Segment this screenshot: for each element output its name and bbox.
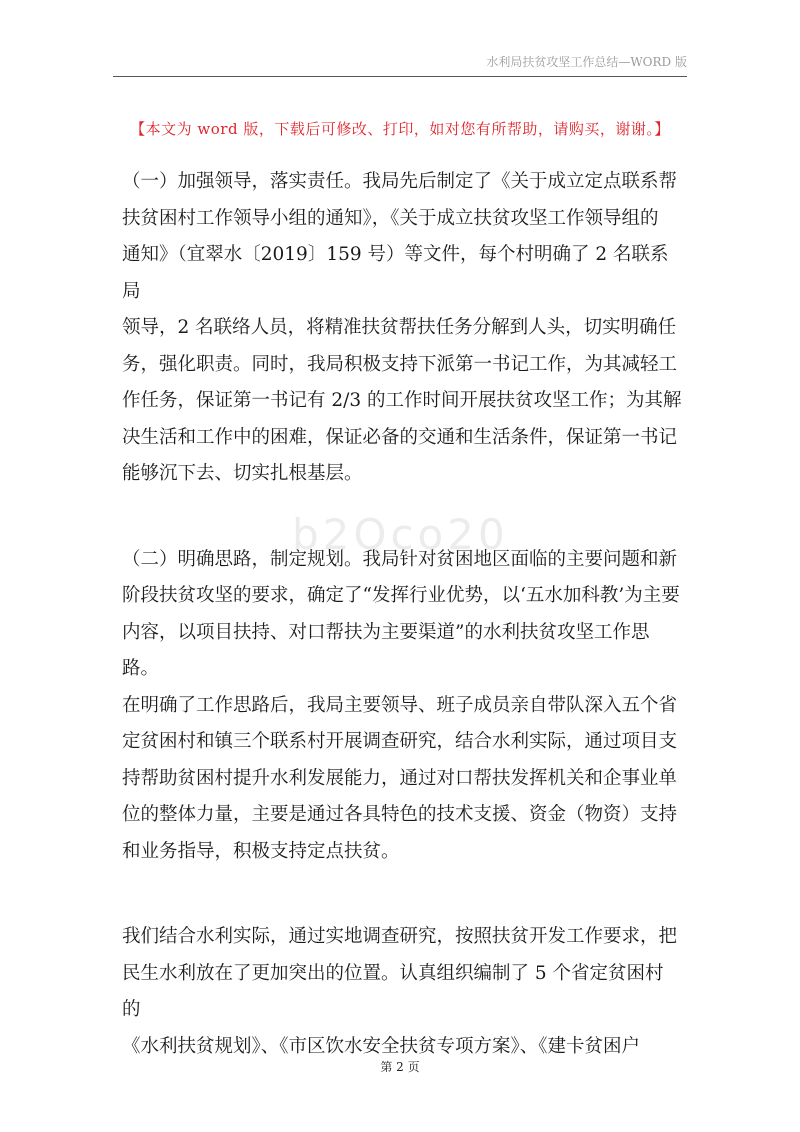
purchase-notice: 【本文为 word 版，下载后可修改、打印，如对您有所帮助，请购买，谢谢。】 xyxy=(130,120,670,138)
text-line: 和业务指导，积极支持定点扶贫。 xyxy=(122,840,400,862)
text-line: 《水利扶贫规划》、《市区饮水安全扶贫专项方案》、《建卡贫困户 xyxy=(122,1035,641,1057)
watermark: b2Qco20 xyxy=(292,510,509,559)
paragraph-3 xyxy=(122,919,682,1065)
text-line: 务，强化职责。同时，我局积极支持下派第一书记工作，为其减轻工 xyxy=(122,353,678,375)
text-line: 民生水利放在了更加突出的位置。认真组织编制了 5 个省定贫困村的 xyxy=(122,962,664,1020)
page-header xyxy=(113,52,687,77)
text-line: 在明确了工作思路后，我局主要领导、班子成员亲自带队深入五个省 xyxy=(122,694,678,716)
text-line: 通知》（宜翠水〔2019〕159 号）等文件，每个村明确了 2 名联系局 xyxy=(122,244,669,302)
text-line: （一）加强领导，落实责任。我局先后制定了《关于成立定点联系帮 xyxy=(122,171,678,192)
text-line: 持帮助贫困村提升水利发展能力，通过对口帮扶发挥机关和企事业单 xyxy=(122,767,678,789)
text-line: 阶段扶贫攻坚的要求，确定了“发挥行业优势，以‘五水加科教’为主要 xyxy=(122,585,680,606)
document-body xyxy=(122,164,682,1065)
text-line: 能够沉下去、切实扎根基层。 xyxy=(122,463,363,484)
text-line: 位的整体力量，主要是通过各具特色的技术支援、资金（物资）支持 xyxy=(122,804,678,825)
text-line: 扶贫困村工作领导小组的通知》，《关于成立扶贫攻坚工作领导组的 xyxy=(122,207,659,229)
text-line: 内容，以项目扶持、对口帮扶为主要渠道”的水利扶贫攻坚工作思路。 xyxy=(122,621,650,679)
page-number: 第 2 页 xyxy=(380,1060,420,1074)
header-title: 水利局扶贫攻坚工作总结—WORD 版 xyxy=(486,55,687,69)
text-line: 定贫困村和镇三个联系村开展调查研究，结合水利实际，通过项目支 xyxy=(122,731,678,752)
paragraph-2 xyxy=(122,542,682,871)
text-line: （二）明确思路，制定规划。我局针对贫困地区面临的主要问题和新 xyxy=(122,548,678,570)
text-line: 作任务，保证第一书记有 2/3 的工作时间开展扶贫攻坚工作；为其解 xyxy=(122,390,682,411)
text-line: 决生活和工作中的困难，保证必备的交通和生活条件，保证第一书记 xyxy=(122,426,678,448)
paragraph-1 xyxy=(122,164,682,493)
text-line: 我们结合水利实际，通过实地调查研究，按照扶贫开发工作要求，把 xyxy=(122,926,678,947)
text-line: 领导，2 名联络人员，将精准扶贫帮扶任务分解到人头，切实明确任 xyxy=(122,317,677,338)
